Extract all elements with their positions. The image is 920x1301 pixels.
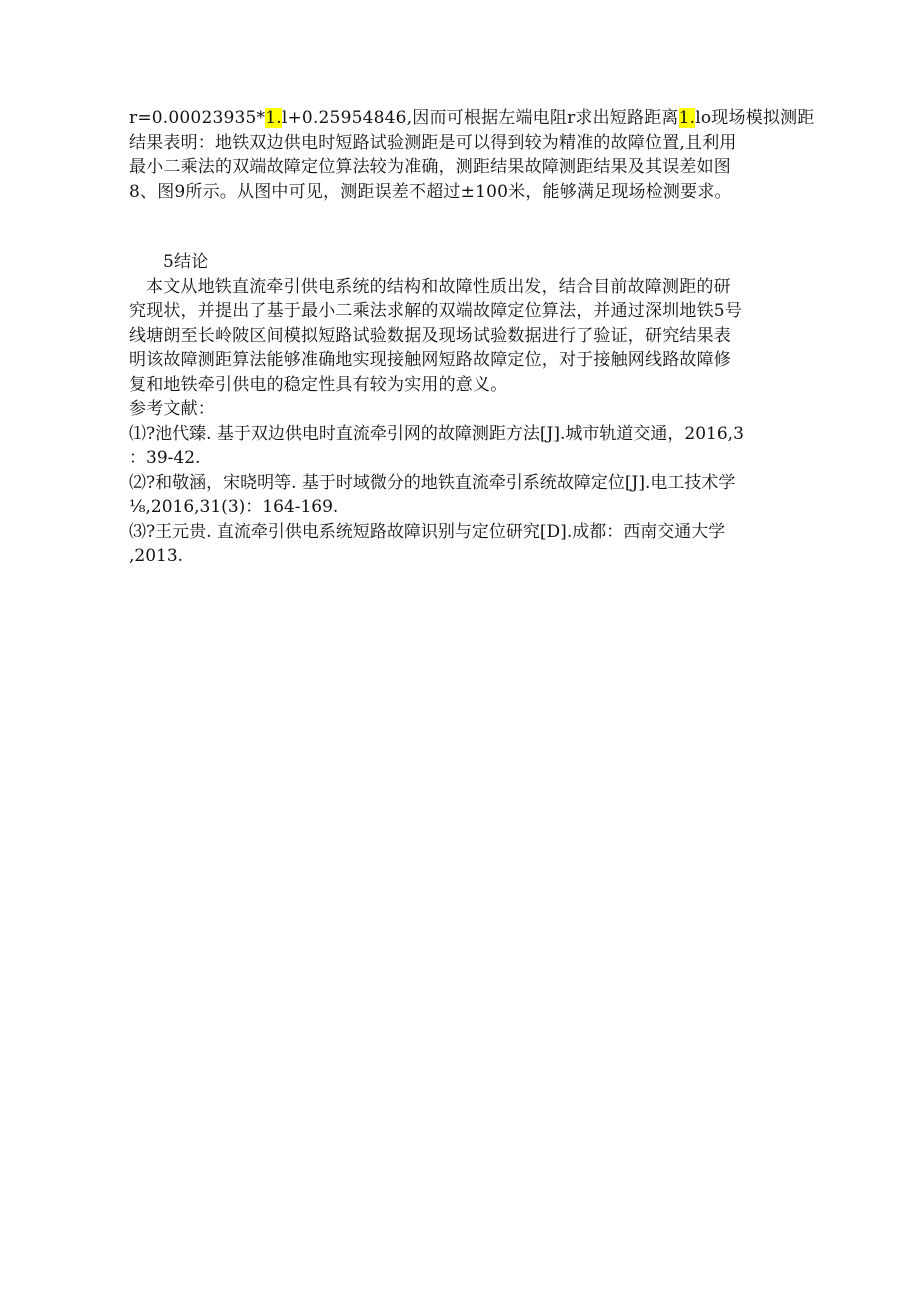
paragraph-line: 明该故障测距算法能够准确地实现接触网短路故障定位，对于接触网线路故障修 (129, 350, 731, 370)
reference-line: ,2013. (129, 546, 184, 566)
paragraph-line: 究现状，并提出了基于最小二乘法求解的双端故障定位算法，并通过深圳地铁5号 (129, 301, 743, 321)
reference-line: ⑴?池代臻. 基于双边供电时直流牵引网的故障测距方法[J].城市轨道交通，2016,3 (129, 423, 744, 444)
paragraph-line: 线塘朗至长岭陂区间模拟短路试验数据及现场试验数据进行了验证，研究结果表 (129, 325, 731, 346)
paragraph-line (129, 106, 815, 131)
document-page (129, 106, 815, 569)
paragraph-line: 本文从地铁直流牵引供电系统的结构和故障性质出发，结合目前故障测距的研 (146, 276, 731, 297)
formula-text: l+0.25954846,因而可根据左端电阻r求出短路距离 (281, 108, 679, 128)
paragraph-line: 结果表明：地铁双边供电时短路试验测距是可以得到较为精准的故障位置,且利用 (129, 132, 737, 153)
reference-line: ⑵?和敬涵，宋晓明等. 基于时域微分的地铁直流牵引系统故障定位[J].电工技术学 (129, 472, 736, 493)
section-heading: 5结论 (163, 252, 209, 272)
reference-line: ：39-42. (129, 448, 201, 468)
paragraph-line: 复和地铁牵引供电的稳定性具有较为实用的意义。 (129, 374, 508, 395)
paragraph-line: 8、图9所示。从图中可见，测距误差不超过±100米，能够满足现场检测要求。 (129, 181, 732, 202)
highlighted-text: 1. (678, 108, 696, 128)
formula-text: r=0.00023935* (129, 108, 266, 128)
references-heading: 参考文献： (129, 399, 215, 419)
formula-text: lo现场模拟测距 (695, 108, 815, 128)
reference-line: ⅛,2016,31(3)：164-169. (129, 497, 339, 517)
highlighted-text: 1. (265, 108, 282, 128)
paragraph-line: 最小二乘法的双端故障定位算法较为准确，测距结果故障测距结果及其误差如图 (129, 157, 731, 177)
reference-line: ⑶?王元贵. 直流牵引供电系统短路故障识别与定位研究[D].成都：西南交通大学 (129, 521, 726, 542)
spacer (129, 204, 809, 250)
